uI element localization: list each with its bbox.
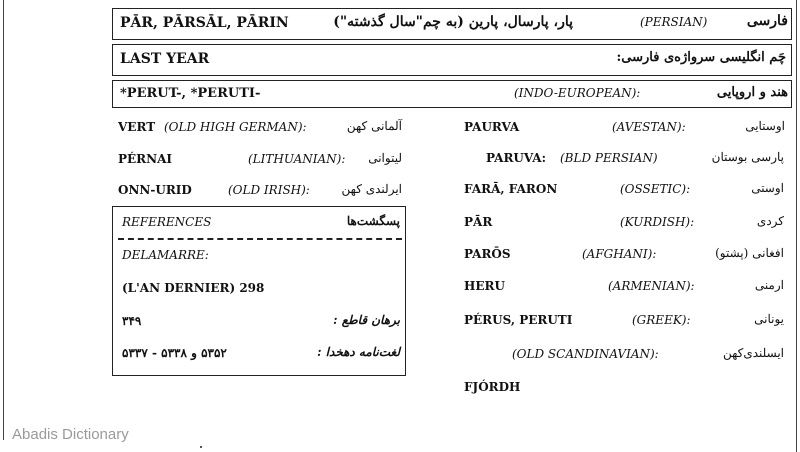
entry-lang-fa: اوستایی — [745, 119, 785, 133]
english-meaning: LAST YEAR — [120, 51, 210, 67]
persian-lang-fa: فارسی — [746, 13, 788, 29]
entry-lang-en: (BLD PERSIAN) — [560, 151, 658, 165]
watermark: Abadis Dictionary — [12, 426, 129, 443]
entry-lang-fa: لیتوانی — [368, 151, 402, 165]
entry-word: PARUVA: — [486, 151, 547, 165]
persian-latin-forms: PĀR, PĀRSĀL, PĀRIN — [120, 15, 289, 31]
reference-value: (L'AN DERNIER) 298 — [122, 281, 265, 295]
entry-lang-fa: ایسلندی‌کهن — [722, 346, 784, 360]
entry-lang-fa: آلمانی کهن — [346, 119, 402, 133]
entry-lang-fa: پارسی بوستان — [711, 150, 784, 164]
references-title-en: REFERENCES — [122, 215, 212, 229]
entry-lang-en: (OLD IRISH): — [228, 183, 310, 197]
references-title-fa: پسگشت‌ها — [346, 214, 400, 228]
entry-lang-en: (AFGHANI): — [582, 247, 657, 261]
entry-lang-en: (OSSETIC): — [620, 182, 691, 196]
page-left-edge — [3, 0, 4, 440]
scan-speck — [200, 446, 202, 448]
entry-lang-fa: افغانی (پشتو) — [715, 246, 784, 260]
entry-word: PÉRNAI — [118, 152, 173, 166]
entry-lang-fa: یونانی — [754, 312, 784, 326]
ie-lang-fa: هند و اروپایی — [716, 85, 788, 100]
entry-lang-en: (GREEK): — [632, 313, 691, 327]
entry-word: PÉRUS, PERUTI — [464, 313, 573, 327]
persian-forms: پار، پارسال، پارین (به چم"سال گذشته") — [333, 14, 573, 30]
entry-lang-en: (OLD SCANDINAVIAN): — [512, 347, 659, 361]
entry-word: VERT — [118, 120, 156, 134]
reference-value: ۵۳۵۲ و ۵۳۳۸ - ۵۳۳۷ — [122, 346, 227, 360]
entry-lang-en: (KURDISH): — [620, 215, 695, 229]
entry-word: FJÓRDH — [464, 380, 521, 394]
entry-word: PARŌS — [464, 247, 511, 261]
entry-word: ONN-URID — [118, 183, 192, 197]
ie-lang-en: (INDO-EUROPEAN): — [514, 86, 641, 100]
reference-source: لغت‌نامه دهخدا : — [317, 345, 400, 359]
reference-source: DELAMARRE: — [122, 248, 209, 262]
reference-source: برهان قاطع : — [333, 313, 400, 327]
entry-word: FARĀ, FARON — [464, 182, 558, 196]
english-meaning-label: چَم انگلیسی سرواژه‌ی فارسی: — [616, 50, 786, 65]
entry-lang-en: (ARMENIAN): — [608, 279, 695, 293]
reference-value: ۳۴۹ — [122, 314, 142, 328]
entry-lang-en: (LITHUANIAN): — [248, 152, 346, 166]
entry-lang-en: (AVESTAN): — [612, 120, 686, 134]
entry-word: PAURVA — [464, 120, 520, 134]
ie-root: *PERUT-, *PERUTI- — [120, 86, 261, 101]
entry-lang-fa: اوستی — [751, 181, 784, 195]
entry-lang-en: (OLD HIGH GERMAN): — [164, 120, 307, 134]
entry-word: HERU — [464, 279, 505, 293]
persian-lang-en: (PERSIAN) — [640, 15, 708, 29]
entry-lang-fa: کردی — [756, 214, 784, 228]
page-right-edge — [796, 0, 797, 452]
references-divider — [118, 238, 402, 240]
entry-lang-fa: ارمنی — [754, 278, 784, 292]
entry-word: PĀR — [464, 215, 493, 229]
entry-lang-fa: ایرلندی کهن — [341, 182, 402, 196]
